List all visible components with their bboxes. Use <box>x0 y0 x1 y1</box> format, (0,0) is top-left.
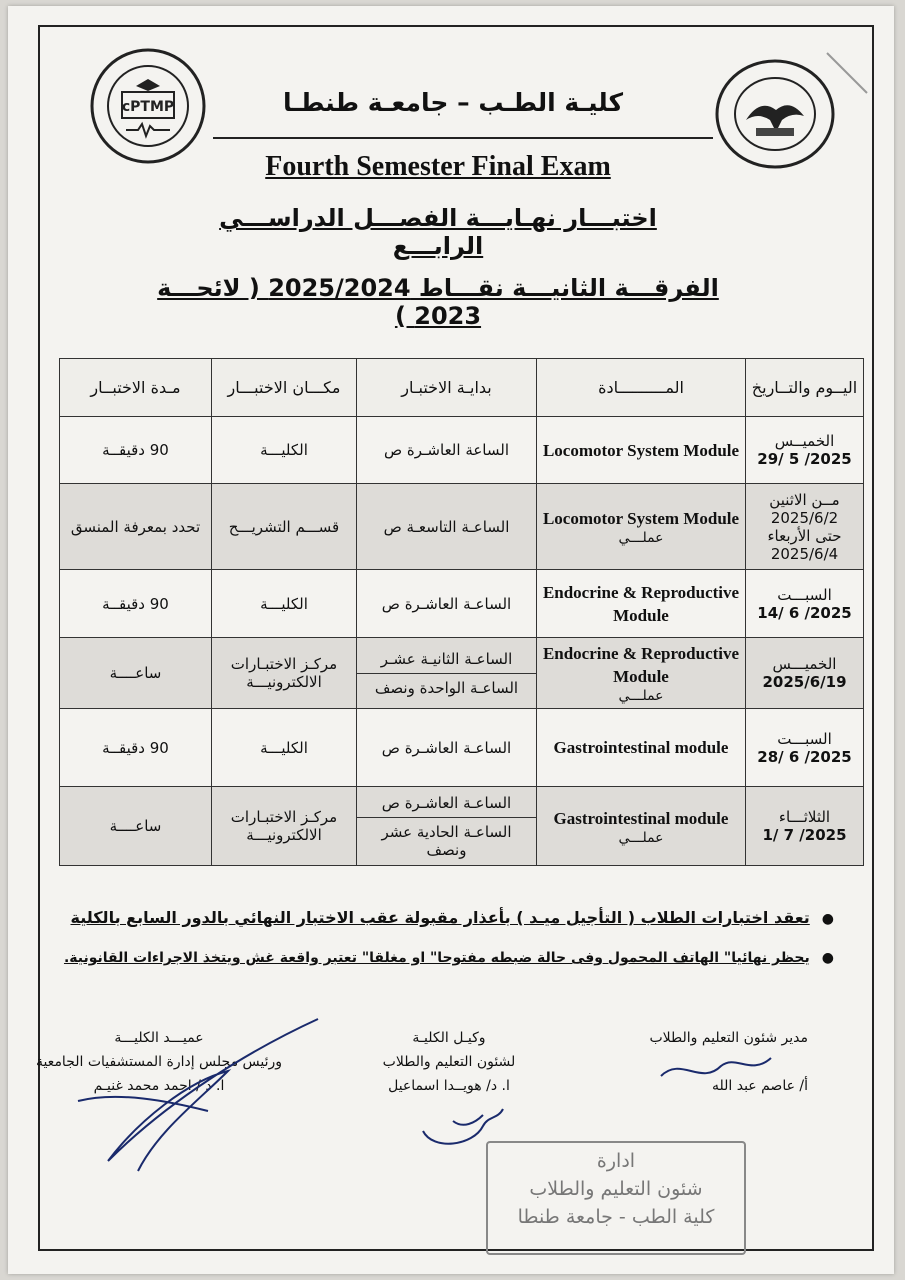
signatory-name: ا. د / احمد محمد غنيـم <box>93 1078 225 1094</box>
bullet-icon: ● <box>821 950 834 966</box>
place-cell: الكليـــة <box>212 570 357 638</box>
signatory-name: ا. د/ هويــدا اسماعيل <box>388 1078 510 1094</box>
tanta-faculty-logo <box>714 58 836 170</box>
table-row <box>60 787 864 866</box>
date: حتى الأربعاء 2025/6/4 <box>767 526 842 563</box>
note-mobile-phone-ban <box>44 950 834 966</box>
subject: Endocrine & Reproductive Module <box>542 644 740 686</box>
note-postponed-exams <box>44 908 834 927</box>
date: 2025/ 6 /28 <box>757 747 852 766</box>
start-cell: الساعـة التاسعـة ص <box>357 484 537 570</box>
college-name: كليـة الطـب – جامعـة طنطـا <box>282 88 624 117</box>
duration-cell: 90 دقيقــة <box>60 709 212 787</box>
date: 2025/ 7 /1 <box>762 826 847 844</box>
day-date-cell <box>746 709 864 787</box>
document-page <box>8 6 894 1274</box>
subject: Locomotor System Module <box>542 509 740 528</box>
day: الثلاثـــاء <box>778 808 831 826</box>
header-place: مكـــان الاختبـــار <box>212 359 357 417</box>
stamp-line-2: شئون التعليم والطلاب <box>529 1178 703 1200</box>
signatory-title: مدير شئون التعليم والطلاب <box>649 1030 808 1046</box>
date: 2025/ 6 /14 <box>757 603 852 622</box>
duration-cell: ساعــــة <box>60 638 212 709</box>
place-cell: الكليـــة <box>212 709 357 787</box>
table-header-row <box>60 359 864 417</box>
place-cell: مركـز الاختبـارات الالكترونيـــة <box>212 787 357 866</box>
exam-title-arabic: اختبـــار نهـايـــة الفصـــل الدراســـي الرابـــع <box>219 204 657 260</box>
subject-cell <box>537 484 746 570</box>
subject: Locomotor System Module <box>542 440 740 460</box>
day-date-cell <box>746 787 864 866</box>
place-cell: الكليـــة <box>212 417 357 484</box>
subject-cell <box>537 709 746 787</box>
exam-schedule-table <box>59 358 864 866</box>
date: 2025/ 5 /29 <box>757 450 852 468</box>
day-date-cell <box>746 570 864 638</box>
administration-stamp <box>486 1141 746 1255</box>
day: الخميـــس <box>772 655 837 673</box>
day: السبـــت <box>777 585 832 604</box>
year-group-subtitle: الفرقـــة الثانيـــة نقـــاط 2025/2024 ( لائحـــة 2023 ) <box>157 274 719 330</box>
director-signature <box>656 1046 776 1106</box>
title-divider <box>213 137 713 139</box>
day-date-cell <box>746 638 864 709</box>
page-corner-fold <box>825 51 869 95</box>
header-subject: المــــــــــادة <box>537 359 746 417</box>
start-cell <box>357 638 537 709</box>
signatory-subtitle: لشئون التعليم والطلاب <box>382 1054 516 1070</box>
exam-title-english: Fourth Semester Final Exam <box>265 151 611 182</box>
stamp-line-1: ادارة <box>596 1150 636 1172</box>
table-row <box>60 709 864 787</box>
duration-cell: 90 دقيقــة <box>60 417 212 484</box>
table-row <box>60 417 864 484</box>
table-row <box>60 570 864 638</box>
duration-cell: تحدد بمعرفة المنسق <box>60 484 212 570</box>
subject: Gastrointestinal module <box>553 738 729 757</box>
day: مــن الاثنين 2025/6/2 <box>769 490 840 527</box>
duration-cell: ساعــــة <box>60 787 212 866</box>
practical-label: عملـــي <box>618 829 664 846</box>
signatory-subtitle: ورئيس مجلس إدارة المستشفيات الجامعية <box>35 1054 283 1070</box>
duration-cell: 90 دقيقــة <box>60 570 212 638</box>
signatory-title: عميـــد الكليـــة <box>114 1030 204 1046</box>
table-row <box>60 638 864 709</box>
start-time-1: الساعـة الثانيـة عشـر <box>357 650 536 674</box>
start-cell: الساعة العاشـرة ص <box>357 417 537 484</box>
subject-cell <box>537 570 746 638</box>
note-text: تعقد اختبارات الطلاب ( التأجيل ميـد ) بأعذار مقبولة عقب الاختبار النهائي بالدور السابع بالكلية <box>70 908 810 927</box>
subject-cell <box>537 638 746 709</box>
header-day-date: اليــوم والتــاريخ <box>746 359 864 417</box>
signatory-name: أ/ عاصم عبد الله <box>711 1078 808 1094</box>
date: 2025/6/19 <box>762 673 847 691</box>
day-date-cell <box>746 484 864 570</box>
start-cell: الساعـة العاشـرة ص <box>357 709 537 787</box>
header-start-time: بدايـة الاختبـار <box>357 359 537 417</box>
start-cell <box>357 787 537 866</box>
header-duration: مـدة الاختبــار <box>60 359 212 417</box>
note-text: يحظر نهائيا" الهاتف المحمول وفى حالة ضبطه مفتوحا" او مغلقا" تعتبر واقعة غش ويتخذ الاجراءات القانونية. <box>63 950 810 966</box>
practical-label: عملـــي <box>618 688 664 704</box>
signature-block-vice-dean <box>334 1026 564 1098</box>
cptmp-logo <box>88 46 208 166</box>
practical-label: عملـــي <box>618 530 664 546</box>
day: السبـــت <box>777 729 832 748</box>
logo-left-center: cPTMP <box>121 99 175 115</box>
day-date-cell <box>746 417 864 484</box>
place-cell: قســـم التشريـــح <box>212 484 357 570</box>
day: الخميــس <box>774 432 835 450</box>
place-cell: مركـز الاختبـارات الالكترونيـــة <box>212 638 357 709</box>
subject: Gastrointestinal module <box>553 808 729 828</box>
stamp-line-3: كلية الطب - جامعة طنطا <box>517 1206 715 1228</box>
dean-signature <box>48 1011 338 1181</box>
bullet-icon: ● <box>821 911 834 927</box>
table-row <box>60 484 864 570</box>
start-time-2: الساعـة الواحدة ونصف <box>374 678 519 697</box>
start-cell: الساعـة العاشـرة ص <box>357 570 537 638</box>
signatory-title: وكيـل الكليـة <box>412 1030 486 1046</box>
subject: Endocrine & Reproductive Module <box>542 582 740 625</box>
start-time-2: الساعـة الحادية عشر ونصف <box>381 822 512 859</box>
subject-cell <box>537 787 746 866</box>
subject-cell <box>537 417 746 484</box>
start-time-1: الساعـة العاشـرة ص <box>357 794 536 818</box>
